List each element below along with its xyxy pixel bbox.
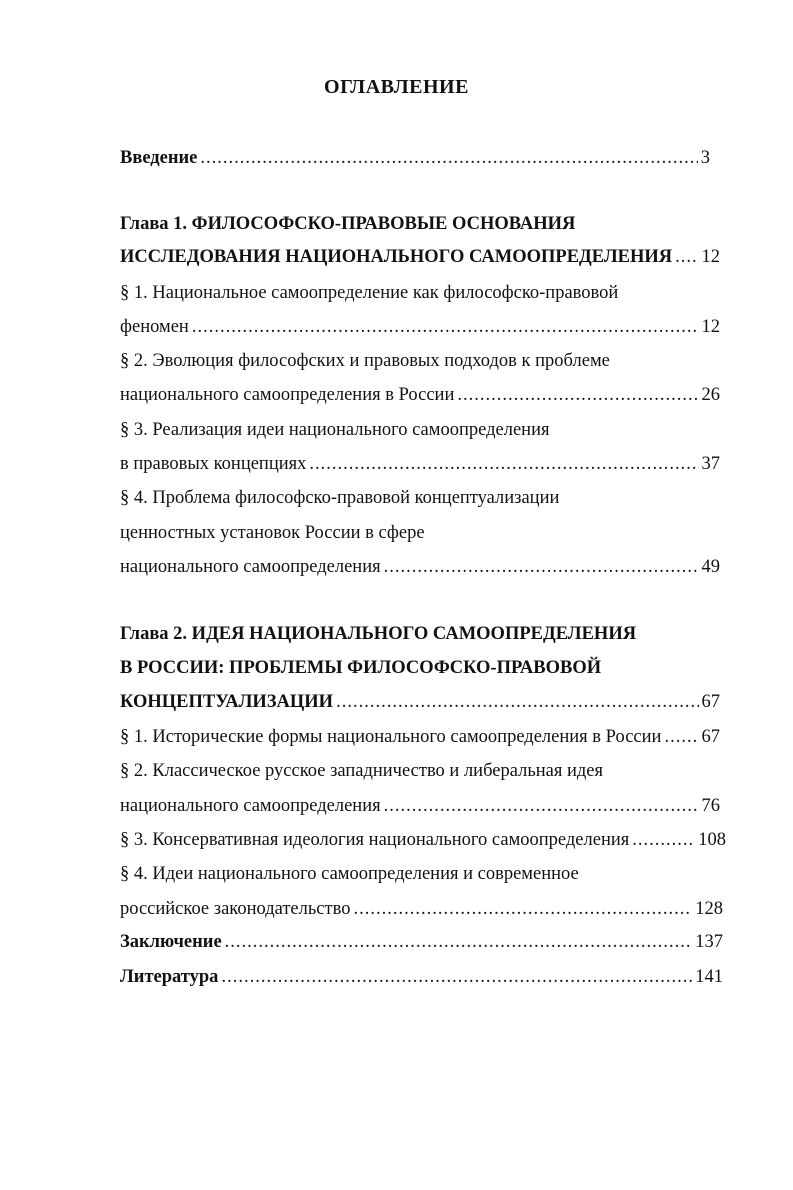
ch1-section2-line1[interactable]: § 2. Эволюция философских и правовых подходов к проблеме bbox=[120, 351, 610, 371]
toc-entry-label: Заключение bbox=[120, 932, 222, 952]
chapter2-title-line3: КОНЦЕПТУАЛИЗАЦИИ bbox=[120, 692, 334, 712]
ch1-section1-line1[interactable]: § 1. Национальное самоопределение как философско-правовой bbox=[120, 283, 619, 303]
toc-page-number: 67 bbox=[701, 692, 720, 712]
ch1-section2-line2: национального самоопределения в России bbox=[120, 385, 455, 405]
ch1-section4-line3: национального самоопределения bbox=[120, 557, 381, 577]
ch2-section2-line2: национального самоопределения bbox=[120, 796, 381, 816]
toc-entry-ch2-s3[interactable] bbox=[120, 828, 726, 852]
chapter2-title-line1[interactable]: Глава 2. ИДЕЯ НАЦИОНАЛЬНОГО САМООПРЕДЕЛЕНИЯ bbox=[120, 624, 637, 644]
ch2-section4-line1[interactable]: § 4. Идеи национального самоопределения и современное bbox=[120, 864, 579, 884]
ch2-section4-line2: российское законодательство bbox=[120, 899, 351, 919]
toc-entry-ch1-s4[interactable] bbox=[120, 555, 720, 579]
toc-page-number: 49 bbox=[701, 557, 720, 577]
toc-page-number: 128 bbox=[695, 899, 723, 919]
ch2-section3: § 3. Консервативная идеология национального самоопределения bbox=[120, 830, 630, 850]
toc-entry-label: Литература bbox=[120, 967, 219, 987]
toc-entry-ch2-s4[interactable] bbox=[120, 897, 723, 921]
toc-page-number: 108 bbox=[698, 830, 726, 850]
toc-page-number: 12 bbox=[701, 247, 720, 267]
chapter1-title-line1[interactable]: Глава 1. ФИЛОСОФСКО-ПРАВОВЫЕ ОСНОВАНИЯ bbox=[120, 214, 576, 234]
toc-entry-conclusion[interactable] bbox=[120, 930, 723, 954]
ch1-section1-line2: феномен bbox=[120, 317, 189, 337]
leader-dots bbox=[664, 725, 698, 749]
leader-dots bbox=[632, 828, 695, 852]
toc-page-number: 76 bbox=[701, 796, 720, 816]
leader-dots bbox=[192, 315, 699, 339]
toc-entry-chapter1[interactable] bbox=[120, 245, 720, 269]
toc-entry-ch1-s2[interactable] bbox=[120, 383, 720, 407]
toc-entry-literature[interactable] bbox=[120, 965, 723, 989]
toc-entry-ch1-s1[interactable] bbox=[120, 315, 720, 339]
chapter1-title-line2: ИССЛЕДОВАНИЯ НАЦИОНАЛЬНОГО САМООПРЕДЕЛЕНИЯ bbox=[120, 247, 673, 267]
leader-dots bbox=[353, 897, 692, 921]
leader-dots bbox=[309, 452, 698, 476]
toc-entry-chapter2[interactable] bbox=[120, 690, 720, 714]
toc-page-number: 137 bbox=[695, 932, 723, 952]
ch1-section4-line1[interactable]: § 4. Проблема философско-правовой концептуализации bbox=[120, 488, 560, 508]
toc-entry-label: Введение bbox=[120, 148, 198, 168]
ch1-section4-line2[interactable]: ценностных установок России в сфере bbox=[120, 523, 425, 543]
toc-title: ОГЛАВЛЕНИЕ bbox=[324, 76, 469, 98]
toc-page-number: 37 bbox=[701, 454, 720, 474]
leader-dots bbox=[221, 965, 692, 989]
leader-dots bbox=[225, 930, 693, 954]
toc-page-number: 3 bbox=[700, 148, 710, 168]
leader-dots bbox=[675, 245, 698, 269]
toc-page-number: 26 bbox=[701, 385, 720, 405]
ch2-section1: § 1. Исторические формы национального самоопределения в России bbox=[120, 727, 662, 747]
toc-entry-ch1-s3[interactable] bbox=[120, 452, 720, 476]
ch2-section2-line1[interactable]: § 2. Классическое русское западничество и либеральная идея bbox=[120, 761, 604, 781]
toc-page-number: 12 bbox=[701, 317, 720, 337]
leader-dots bbox=[384, 794, 699, 818]
leader-dots bbox=[336, 690, 698, 714]
toc-entry-ch2-s1[interactable] bbox=[120, 725, 720, 749]
leader-dots bbox=[457, 383, 698, 407]
toc-entry-intro[interactable] bbox=[120, 146, 710, 170]
ch1-section3-line1[interactable]: § 3. Реализация идеи национального самоопределения bbox=[120, 420, 550, 440]
toc-page-number: 141 bbox=[695, 967, 723, 987]
leader-dots bbox=[384, 555, 699, 579]
toc-page-number: 67 bbox=[701, 727, 720, 747]
ch1-section3-line2: в правовых концепциях bbox=[120, 454, 307, 474]
leader-dots bbox=[200, 146, 697, 170]
chapter2-title-line2[interactable]: В РОССИИ: ПРОБЛЕМЫ ФИЛОСОФСКО-ПРАВОВОЙ bbox=[120, 658, 602, 678]
toc-entry-ch2-s2[interactable] bbox=[120, 794, 720, 818]
